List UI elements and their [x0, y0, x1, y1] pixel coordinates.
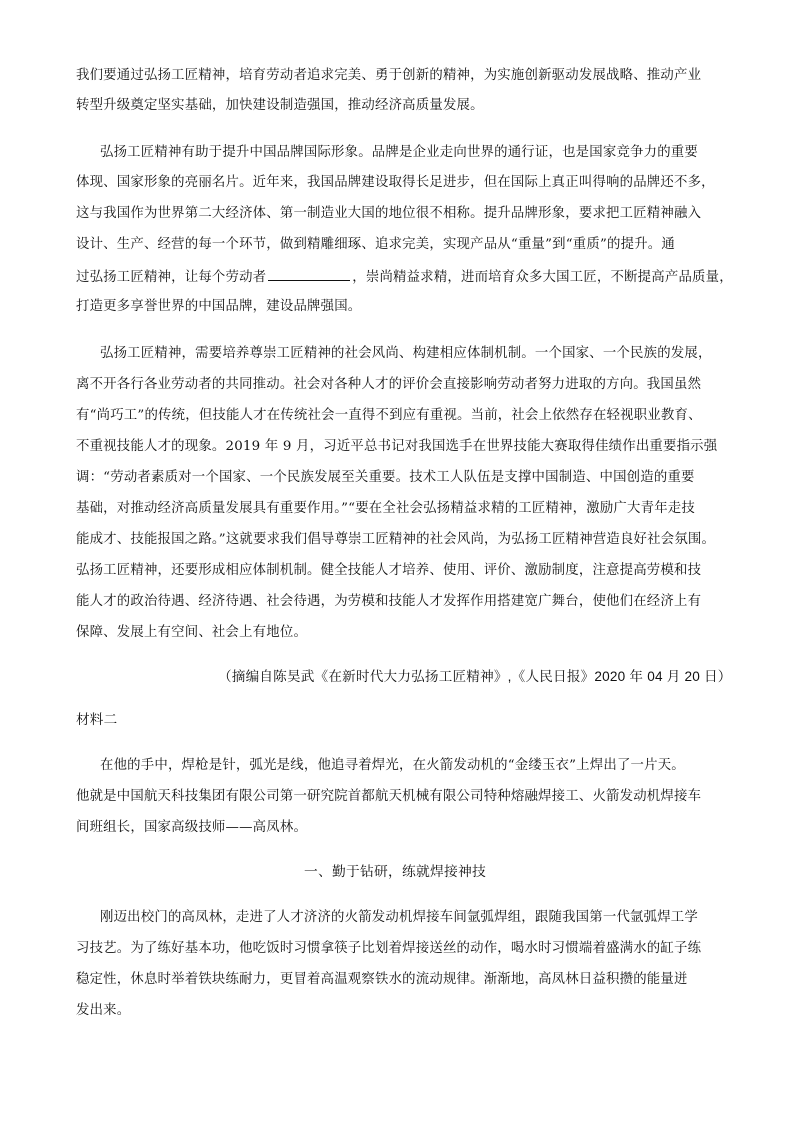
paragraph-3-line-1: 弘扬工匠精神，需要培养尊崇工匠精神的社会风尚、构建相应体制机制。一个国家、一个民族的发展，	[100, 346, 712, 361]
paragraph-3-line-3: 有“尚巧工”的传统，但技能人才在传统社会一直得不到应有重视。当前，社会上依然存在轻视职业教育、	[76, 408, 702, 423]
paragraph-4-line-2: 他就是中国航天科技集团有限公司第一研究院首都航天机械有限公司特种熔融焊接工、火箭发动机焊接车	[76, 789, 702, 804]
paragraph-2-line-5-start: 过弘扬工匠精神，让每个劳动者	[76, 270, 267, 285]
paragraph-5-line-3: 稳定性，休息时举着铁块练耐力，更冒着高温观察铁水的流动规律。渐渐地，高凤林日益积攒的能量迸	[76, 972, 688, 987]
paragraph-3-line-5: 调：“劳动者素质对一个国家、一个民族发展至关重要。技术工人队伍是支撑中国制造、中国创造的重要	[76, 470, 695, 485]
paragraph-3-line-7: 能成才、技能报国之路。”这就要求我们倡导尊崇工匠精神的社会风尚，为弘扬工匠精神营造良好社会氛围。	[76, 532, 716, 547]
paragraph-2-line-1: 弘扬工匠精神有助于提升中国品牌国际形象。品牌是企业走向世界的通行证，也是国家竞争力的重要	[100, 145, 698, 160]
paragraph-2-line-5-end: ，崇尚精益求精，进而培育众多大国工匠，不断提高产品质量，	[352, 270, 733, 285]
paragraph-2-line-6: 打造更多享誉世界的中国品牌，建设品牌强国。	[76, 299, 362, 314]
paragraph-4-line-3: 间班组长，国家高级技师——高凤林。	[76, 820, 308, 835]
paragraph-3-line-10: 保障、发展上有空间、社会上有地位。	[76, 625, 308, 640]
source-citation: （摘编自陈昊武《在新时代大力弘扬工匠精神》,《人民日报》2020 年 04 月 20 日）	[218, 669, 732, 684]
paragraph-5-line-2: 习技艺。为了练好基本功，他吃饭时习惯拿筷子比划着焊接送丝的动作，喝水时习惯端着盛满水的缸子练	[76, 941, 702, 956]
paragraph-2-line-5	[76, 266, 733, 288]
paragraph-3-line-2: 离不开各行各业劳动者的共同推动。社会对各种人才的评价会直接影响劳动者努力进取的方向。我国虽然	[76, 377, 702, 392]
paragraph-3-line-4: 不重视技能人才的现象。2019 年 9 月，习近平总书记对我国选手在世界技能大赛取得佳绩作出重要指示强	[76, 439, 718, 454]
material-two-label: 材料二	[76, 712, 118, 727]
paragraph-3-line-6: 基础，对推动经济高质量发展具有重要作用。”“要在全社会弘扬精益求精的工匠精神，激励广大青年走技	[76, 501, 695, 516]
paragraph-5-line-4: 发出来。	[76, 1003, 131, 1018]
paragraph-2-line-4: 设计、生产、经营的每一个环节，做到精雕细琢、追求完美，实现产品从“重量”到“重质”的提升。通	[76, 237, 675, 252]
paragraph-3-line-8: 弘扬工匠精神，还要形成相应体制机制。健全技能人才培养、使用、评价、激励制度，注意提高劳模和技	[76, 563, 702, 578]
paragraph-5-line-1: 刚迈出校门的高凤林，走进了人才济济的火箭发动机焊接车间氩弧焊组，跟随我国第一代氩弧焊工学	[100, 910, 698, 925]
paragraph-1-line-1: 我们要通过弘扬工匠精神，培育劳动者追求完美、勇于创新的精神，为实施创新驱动发展战略、推动产业	[76, 68, 702, 83]
paragraph-1-line-2: 转型升级奠定坚实基础，加快建设制造强国，推动经济高质量发展。	[76, 98, 484, 113]
paragraph-3-line-9: 能人才的政治待遇、经济待遇、社会待遇，为劳模和技能人才发挥作用搭建宽广舞台，使他们在经济上有	[76, 594, 702, 609]
paragraph-2-line-3: 这与我国作为世界第二大经济体、第一制造业大国的地位很不相称。提升品牌形象，要求把工匠精神融入	[76, 206, 702, 221]
section-heading: 一、勤于钻研，练就焊接神技	[304, 864, 486, 879]
paragraph-2-line-2: 体现、国家形象的亮丽名片。近年来，我国品牌建设取得长足进步，但在国际上真正叫得响的品牌还不多，	[76, 175, 715, 190]
fill-in-blank[interactable]	[268, 266, 350, 281]
paragraph-4-line-1: 在他的手中，焊枪是针，弧光是线，他追寻着焊光，在火箭发动机的“金缕玉衣”上焊出了一片天。	[100, 758, 685, 773]
